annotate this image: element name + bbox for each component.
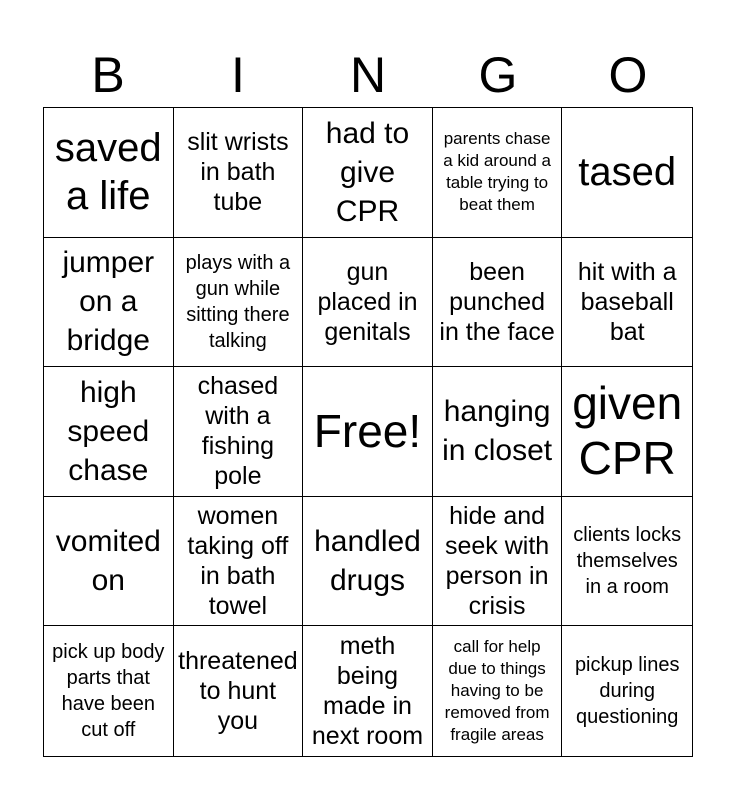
header-letter-b: B (91, 47, 125, 103)
cell-text: hit with a baseball bat (577, 257, 677, 346)
bingo-cell[interactable] (433, 367, 563, 497)
bingo-cell[interactable] (174, 108, 304, 238)
cell-text: been punched in the face (439, 257, 555, 346)
cell-text: hide and seek with person in crisis (444, 502, 550, 621)
cell-text: tased (578, 150, 677, 195)
bingo-cell[interactable] (44, 626, 174, 756)
bingo-cell[interactable] (174, 626, 304, 756)
bingo-cell[interactable] (303, 497, 433, 627)
header-letter-o: O (608, 47, 648, 103)
bingo-board (43, 107, 693, 757)
bingo-cell[interactable] (562, 238, 692, 368)
bingo-cell[interactable] (44, 238, 174, 368)
bingo-cell[interactable] (562, 497, 692, 627)
header-letter-g: G (478, 47, 518, 103)
bingo-cell[interactable] (433, 497, 563, 627)
bingo-cell[interactable] (562, 626, 692, 756)
bingo-cell[interactable] (433, 626, 563, 756)
bingo-cell[interactable] (433, 108, 563, 238)
header-letter-n: N (349, 47, 387, 103)
bingo-cell[interactable] (174, 238, 304, 368)
cell-text: given CPR (572, 377, 683, 485)
bingo-cell[interactable] (174, 497, 304, 627)
bingo-cell[interactable] (303, 238, 433, 368)
cell-text: gun placed in genitals (317, 257, 418, 346)
bingo-cell[interactable] (303, 626, 433, 756)
cell-text: high speed chase (67, 375, 150, 487)
cell-text: threatened to hunt you (178, 647, 298, 736)
bingo-cell[interactable] (44, 497, 174, 627)
bingo-cell[interactable] (433, 238, 563, 368)
cell-text: clients locks themselves in a room (573, 524, 682, 599)
bingo-cell[interactable] (174, 367, 304, 497)
cell-text: meth being made in next room (311, 632, 424, 751)
cell-text: hanging in closet (442, 395, 553, 468)
cell-text: vomited on (55, 525, 161, 598)
cell-text: plays with a gun while sitting there talking (185, 251, 291, 352)
cell-text: slit wrists in bath tube (187, 128, 289, 217)
cell-text: saved a life (54, 126, 162, 219)
bingo-header (43, 44, 693, 106)
cell-text: had to give CPR (325, 116, 410, 228)
free-space-text: Free! (313, 404, 422, 457)
cell-text: jumper on a bridge (62, 246, 155, 358)
bingo-cell[interactable] (562, 367, 692, 497)
cell-text: call for help due to things having to be removed from fragile areas (444, 636, 550, 745)
cell-text: handled drugs (314, 525, 421, 598)
cell-text: women taking off in bath towel (187, 502, 289, 621)
free-space-cell[interactable] (303, 367, 433, 497)
bingo-cell[interactable] (303, 108, 433, 238)
cell-text: parents chase a kid around a table trying to beat them (443, 129, 551, 215)
bingo-cell[interactable] (44, 108, 174, 238)
bingo-cell[interactable] (44, 367, 174, 497)
cell-text: pick up body parts that have been cut off (52, 641, 165, 742)
cell-text: chased with a fishing pole (197, 372, 279, 491)
header-letter-i: I (231, 47, 245, 103)
bingo-cell[interactable] (562, 108, 692, 238)
cell-text: pickup lines during questioning (574, 654, 680, 729)
